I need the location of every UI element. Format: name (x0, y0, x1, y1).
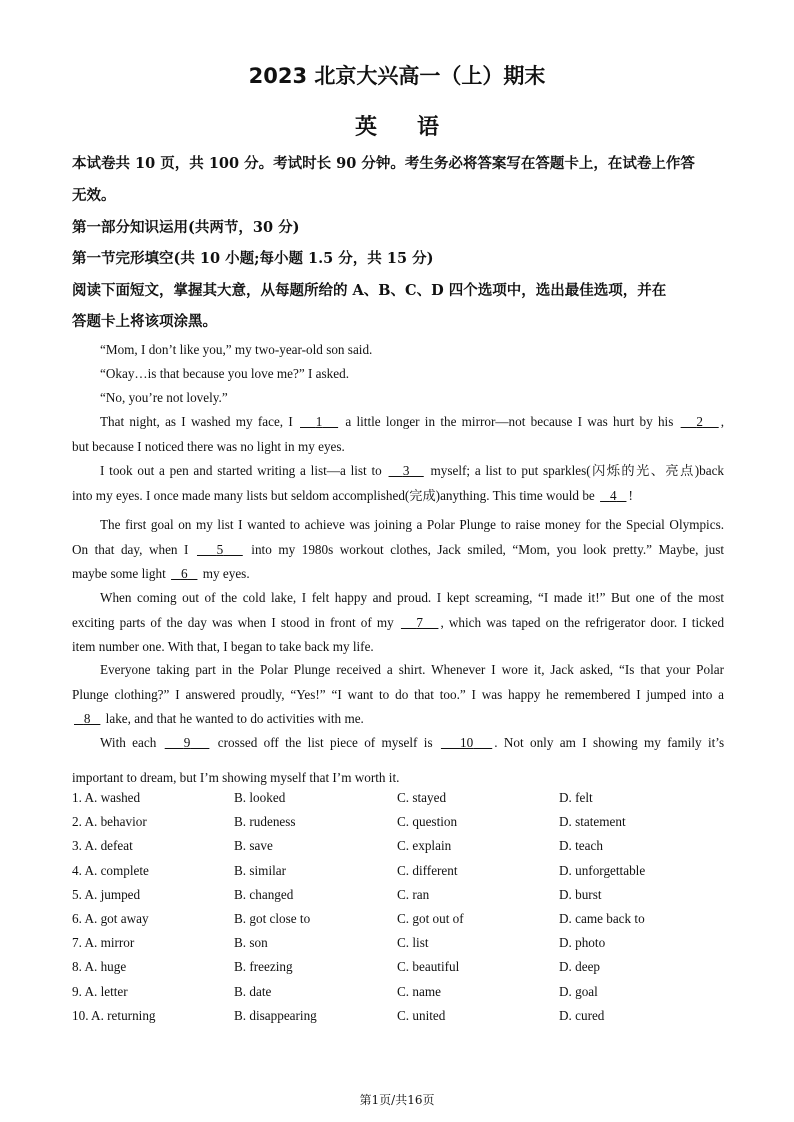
option-a: 10. A. returning (72, 1007, 156, 1023)
option-b: B. son (234, 935, 268, 951)
option-d: D. photo (559, 935, 606, 951)
option-b: B. rudeness (234, 814, 296, 830)
option-b: B. got close to (234, 910, 311, 926)
option-d: D. came back to (559, 910, 645, 926)
blank-9: 9 (183, 735, 191, 750)
blank-3: 3 (402, 463, 410, 478)
text: maybe some light (72, 566, 166, 581)
text: When coming out of the cold lake, I felt happy and proud. I kept screaming, “I made it!” But one of the most (100, 590, 724, 605)
text: Everyone taking part in the Polar Plunge received a shirt. Whenever I wore it, Jack asked, “Is that your Polar (100, 662, 724, 677)
option-row (72, 959, 732, 983)
part-heading: 第一部分知识运用(共两节，30 分) (72, 219, 300, 236)
subject-title: 英语 (354, 115, 479, 140)
section-heading: 第一节完形填空(共 10 小题;每小题 1.5 分，共 15 分) (72, 250, 434, 267)
option-c: C. united (397, 1007, 446, 1023)
text: , which was taped on the refrigerator door. I ticked (440, 614, 725, 630)
option-row (72, 863, 732, 887)
passage-paragraph-4 (72, 410, 724, 459)
option-d: D. statement (559, 814, 626, 830)
option-c: C. list (397, 935, 429, 951)
option-c: C. beautiful (397, 959, 460, 975)
passage-paragraph-8 (72, 658, 724, 732)
text: lake, and that he wanted to do activities with me. (105, 711, 364, 726)
text: , (720, 414, 724, 429)
option-c: C. name (397, 983, 441, 999)
option-a: 2. A. behavior (72, 814, 147, 830)
option-a: 1. A. washed (72, 790, 141, 805)
passage-paragraph-1: “Mom, I don’t like you,” my two-year-old son said. (100, 342, 373, 357)
text: exciting parts of the day was when I stood in front of my (72, 614, 394, 630)
option-b: B. changed (234, 886, 294, 902)
text: Plunge clothing?” I answered proudly, “Yes!” “I want to do that too.” I was happy he remembered I jumped into a (72, 686, 724, 702)
text: important to dream, but I’m showing myself that I’m worth it. (72, 770, 400, 785)
blank-2: 2 (696, 414, 703, 429)
passage-paragraph-9 (72, 731, 724, 791)
option-b: B. freezing (234, 959, 293, 975)
text: crossed off the list piece of myself is (217, 735, 433, 750)
option-b: B. date (234, 983, 272, 999)
option-d: D. felt (559, 790, 593, 805)
text: but because I noticed there was no light in my eyes. (72, 438, 345, 454)
text: The first goal on my list I wanted to achieve was joining a Polar Plunge to raise money for the Special Olympics. (100, 517, 724, 532)
option-row (72, 790, 732, 814)
option-row (72, 887, 732, 911)
text: a little longer in the mirror—not because I was hurt by his (345, 414, 674, 429)
blank-7: 7 (416, 614, 423, 630)
text: into my 1980s workout clothes, Jack smiled, “Mom, you look pretty.” Maybe, just (251, 541, 724, 557)
passage-paragraph-7 (72, 586, 724, 660)
option-a: 6. A. got away (72, 910, 149, 926)
text: into my eyes. I once made many lists but seldom accomplished(完成)anything. This time would be (72, 487, 595, 503)
option-a: 7. A. mirror (72, 935, 135, 951)
blank-8: 8 (83, 711, 91, 726)
option-b: B. similar (234, 862, 287, 878)
option-d: D. goal (559, 983, 598, 999)
option-a: 5. A. jumped (72, 886, 141, 902)
text: . Not only am I showing my family it’s (494, 735, 725, 750)
option-row (72, 984, 732, 1008)
text: ! (628, 487, 633, 503)
blank-5: 5 (216, 541, 224, 557)
option-c: C. different (397, 862, 458, 878)
option-c: C. question (397, 814, 458, 830)
option-d: D. deep (559, 959, 601, 975)
blank-6: 6 (180, 566, 188, 581)
option-c: C. ran (397, 886, 430, 902)
option-a: 9. A. letter (72, 983, 128, 999)
option-c: C. stayed (397, 790, 447, 805)
instruction-line-1: 本试卷共 10 页，共 100 分。考试时长 90 分钟。考生务必将答案写在答题卡上，在试卷上作答 (72, 155, 695, 172)
text: That night, as I washed my face, I (100, 414, 293, 429)
option-d: D. teach (559, 838, 603, 854)
options-list (72, 790, 732, 1032)
direction-line-2: 答题卡上将该项涂黑。 (72, 313, 217, 330)
option-c: C. explain (397, 838, 452, 854)
option-d: D. cured (559, 1007, 605, 1023)
page-title: 2023 北京大兴高一（上）期末 (248, 64, 546, 88)
option-b: B. looked (234, 790, 286, 805)
option-c: C. got out of (397, 910, 464, 926)
direction-line-1: 阅读下面短文，掌握其大意，从每题所给的 A、B、C、D 四个选项中，选出最佳选项，并在 (72, 282, 667, 299)
text: On that day, when I (72, 541, 189, 557)
text: I took out a pen and started writing a list—a list to (100, 463, 382, 478)
text: my eyes. (202, 566, 250, 581)
text: With each (100, 735, 157, 750)
option-row (72, 1008, 732, 1032)
option-b: B. save (234, 838, 273, 854)
option-d: D. burst (559, 886, 602, 902)
option-row (72, 814, 732, 838)
option-row (72, 911, 732, 935)
passage-paragraph-3: “No, you’re not lovely.” (100, 390, 228, 405)
passage-paragraph-2: “Okay…is that because you love me?” I asked. (100, 366, 350, 381)
blank-1: 1 (315, 414, 323, 429)
instruction-line-2: 无效。 (72, 187, 116, 204)
option-row (72, 838, 732, 862)
text: myself; a list to put sparkles(闪烁的光、亮点)back (430, 463, 725, 478)
option-a: 3. A. defeat (72, 838, 133, 854)
text: item number one. With that, I began to take back my life. (72, 639, 374, 654)
passage-paragraph-5 (72, 459, 724, 508)
passage-paragraph-6 (72, 513, 724, 587)
option-a: 4. A. complete (72, 862, 149, 878)
option-a: 8. A. huge (72, 959, 127, 975)
blank-4: 4 (609, 487, 617, 503)
option-b: B. disappearing (234, 1007, 317, 1023)
page-number: 第1页/共16页 (359, 1093, 435, 1107)
option-d: D. unforgettable (559, 862, 646, 878)
option-row (72, 935, 732, 959)
blank-10: 10 (459, 735, 474, 750)
